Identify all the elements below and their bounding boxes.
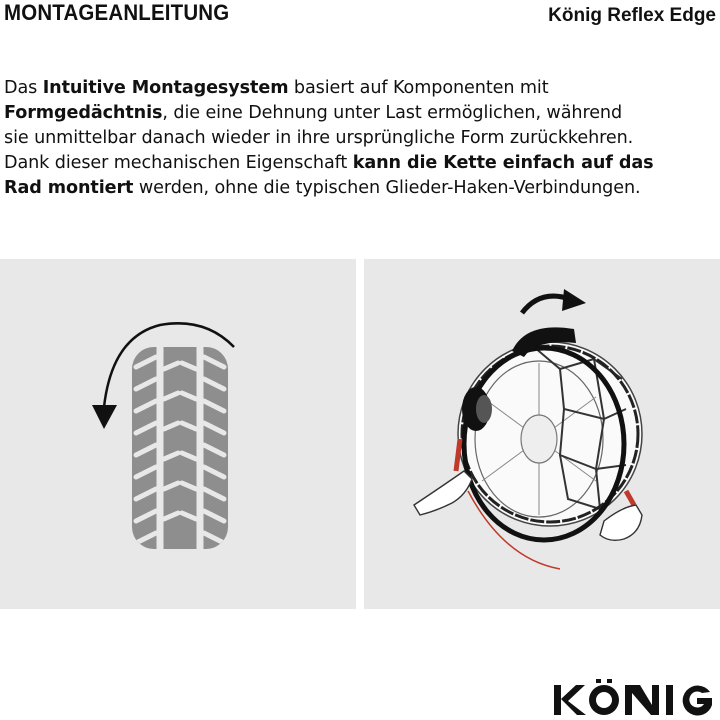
- description-emphasis: kann die Kette einfach auf das: [352, 153, 654, 173]
- product-name: König Reflex Edge: [548, 5, 716, 26]
- red-chain-end-left: [456, 439, 460, 471]
- description-line-1: [4, 76, 716, 101]
- right-hand: [600, 505, 642, 540]
- description-line-4: [4, 151, 716, 176]
- wheel-hub: [521, 415, 557, 463]
- description-emphasis: Rad montiert: [4, 178, 134, 198]
- tire-tread-svg: [0, 259, 356, 609]
- description-text: Das: [4, 78, 43, 98]
- red-chain-end-right: [626, 491, 634, 505]
- description-text: sie unmittelbar danach wieder in ihre ursprüngliche Form zurückkehren.: [4, 128, 634, 148]
- description-line-3: [4, 126, 716, 151]
- description-line-5: [4, 176, 716, 201]
- tire-tread-illustration: [0, 259, 356, 609]
- description-emphasis: Formgedächtnis: [4, 103, 163, 123]
- description-line-2: [4, 101, 716, 126]
- chain-mounting-svg: [364, 259, 720, 609]
- description-emphasis: Intuitive Montagesystem: [42, 78, 289, 98]
- left-hand: [414, 471, 472, 515]
- description-text: Dank dieser mechanischen Eigenschaft: [4, 153, 353, 173]
- chain-mounting-illustration: [364, 259, 720, 609]
- arrow-head-icon: [92, 405, 117, 429]
- tensioner-knob: [476, 395, 492, 423]
- description-text: , die eine Dehnung unter Last ermöglichen, während: [162, 103, 623, 123]
- koenig-logo: [552, 679, 718, 717]
- description-text: basiert auf Komponenten mit: [288, 78, 549, 98]
- description-text: werden, ohne die typischen Glieder-Haken-Verbindungen.: [133, 178, 641, 198]
- page-title: MONTAGEANLEITUNG: [4, 0, 230, 25]
- turn-arrow-head-icon: [562, 289, 586, 311]
- description-paragraph: [4, 76, 716, 201]
